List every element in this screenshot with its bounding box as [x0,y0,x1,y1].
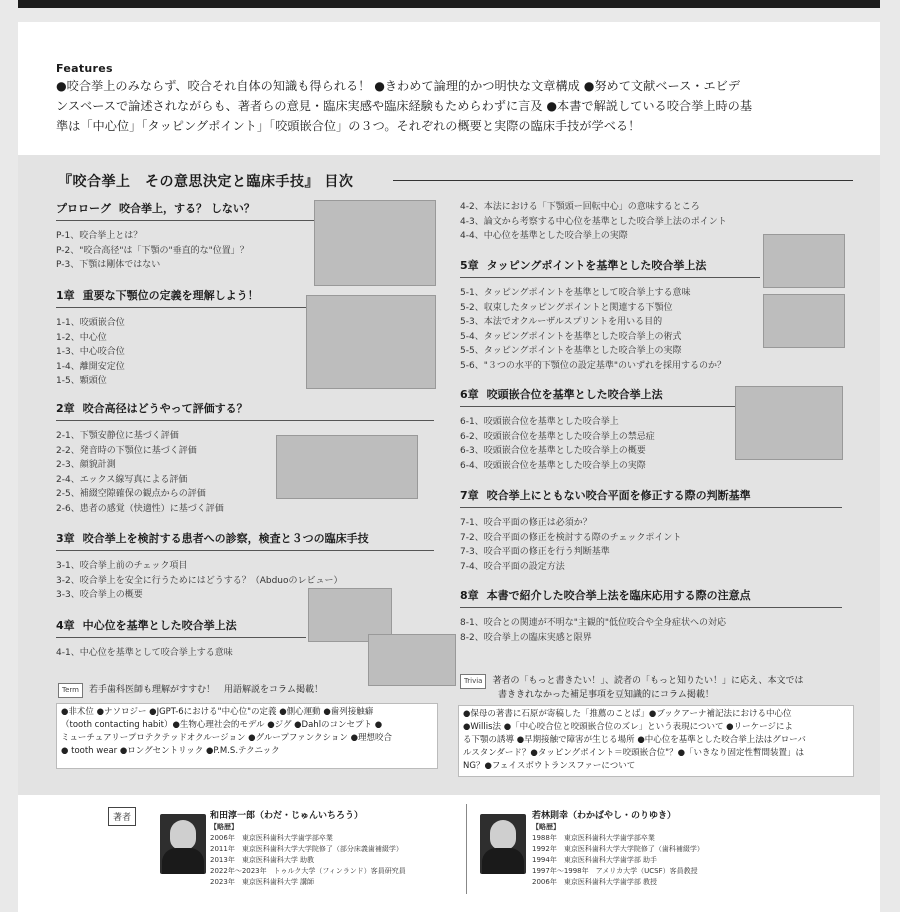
toc-item: 7-2、咬合平面の修正を検討する際のチェックポイント [460,532,682,543]
upper-teeth-photo [763,234,845,288]
toc-item: P-1、咬合挙上とは？ [56,231,143,241]
toc-item: 6-4、咬頭嵌合位を基準とした咬合挙上の実際 [460,460,646,471]
denture-photo [763,294,845,348]
term-heading: Term 若手歯科医師も理解がすすむ！ 用語解説をコラム掲載！ [58,683,438,698]
toc-item: 3-1、咬合挙上前のチェック項目 [56,561,188,571]
toc-item: 4-1、中心位を基準として咬合挙上する意味 [56,648,233,658]
trivia-box [458,705,854,777]
toc-item: 1-2、中心位 [56,332,107,343]
chapter-heading: 3章 咬合挙上を検討する患者への診察，検査と３つの臨床手技 [56,530,434,551]
toc-item: 5-5、タッピングポイントを基準とした咬合挙上の実際 [460,346,682,357]
term-box [56,703,438,769]
toc-item: 2-4、エックス線写真による評価 [56,474,188,485]
toc-item: 8-1、咬合との関連が不明な"主観的"低位咬合や全身症状への対応 [460,618,726,628]
term-badge: Term [58,683,83,698]
presentation-illustration [306,295,436,389]
smile-photo [735,386,843,460]
toc-item: 2-3、顔貌計測 [56,460,116,471]
teeth-photo [368,634,456,686]
authors-label: 著者 [108,807,136,826]
toc-chapter-prologue [56,200,318,273]
top-dark-bar [18,0,880,8]
toc-chapter-1 [56,287,306,389]
toc-title-rule [393,180,853,181]
toc-chapter-5 [460,257,760,374]
toc-item: 8-2、咬合挙上の臨床実感と限界 [460,632,592,643]
toc-item: 1-5、顆頭位 [56,376,107,387]
chapter-heading: 8章 本書で紹介した咬合挙上法を臨床応用する際の注意点 [460,587,842,608]
toc-item: 2-1、下顎安静位に基づく評価 [56,431,179,441]
toc-chapter-8 [460,587,842,645]
toc-item: 6-1、咬頭嵌合位を基準とした咬合挙上 [460,417,619,427]
toc-chapter-7 [460,487,842,574]
trivia-line: NG？●フェイスボウトランスファーについて [463,761,636,771]
term-line: （tooth contacting habit）●生物心理社会的モデル ●ジグ ●Dahlのコンセプト ● [61,720,383,730]
toc-item: 7-1、咬合平面の修正は必須か？ [460,518,592,528]
toc-item: 2-5、補綴空隙確保の観点からの評価 [56,489,206,500]
term-line: ● tooth wear ●ロングセントリック ●P.M.S.テクニック [61,746,280,756]
toc-title: 『咬合挙上 その意思決定と臨床手技』 目次 [58,174,354,190]
toc-item: 1-3、中心咬合位 [56,347,125,358]
toc-item: 5-1、タッピングポイントを基準として咬合挙上する意味 [460,288,691,298]
term-line: ミューチュアリープロテクテッドオクルージョン ●グループファンクション ●理想咬合 [61,733,393,743]
toc-item: 3-3、咬合挙上の概要 [56,590,143,601]
brochure-page [18,22,880,912]
trivia-line: ●保母の著書に石原が寄稿した「推薦のことば」●ブックアーナ補記法における中心位 [463,709,792,719]
toc-item: 5-4、タッピングポイントを基準とした咬合挙上の術式 [460,331,682,342]
term-line: ●非术位 ●ナソロジー ●JGPT-6における"中心位"の定義 ●側心運動 ●歯列接触癖 [61,707,374,717]
features-section [56,62,846,136]
toc-item: 6-3、咬頭嵌合位を基準とした咬合挙上の概要 [460,446,646,457]
trivia-line: る下顎の誘導 ●早期接触で障害が生じる場所 ●中心位を基準とした咬合挙上法はグローバ [463,735,806,745]
toc-item: 6-2、咬頭嵌合位を基準とした咬合挙上の禁忌症 [460,431,655,442]
trivia-heading: Trivia 著者の「もっと書きたい！」、読者の「もっと知りたい！」に応え、本文では 書ききれなかった補足事項を豆知識的にコラム掲載！ [460,674,850,702]
toc-item: 4-3、論文から考察する中心位を基準とした咬合挙上法のポイント [460,216,727,227]
toc-item: P-2、"咬合高径"は「下顎の"垂直的な"位置」？ [56,245,249,256]
author2-photo [480,814,526,874]
features-line: ンスベースで論述されながらも、著者らの意見・臨床実感や臨床経験もためらわずに言及 ●本書で解説している咬合挙上時の基 [56,99,753,113]
author1-bio: 【略歴】 2006年 東京医科歯科大学歯学部卒業 2011年 東京医科歯科大学大学院修了（部分床義歯補綴学） 2013年 東京医科歯科大学 助教 2022年～2023年 トゥルク大学（フィンランド）客員研究員 2023年 東京医科歯科大学 講師 [210,823,406,886]
features-title: Features [56,62,113,75]
chapter-heading: 2章 咬合高径はどうやって評価する？ [56,400,434,421]
author1-photo [160,814,206,874]
chapter-heading: 4章 中心位を基準とした咬合挙上法 [56,617,306,638]
trivia-badge: Trivia [460,674,486,689]
author2-bio: 【略歴】 1988年 東京医科歯科大学歯学部卒業 1992年 東京医科歯科大学大学院修了（歯科補綴学） 1994年 東京医科歯科大学歯学部 助手 1997年～1998年 アメリカ大学（UCSF）客員教授 2006年 東京医科歯科大学歯学部 教授 [532,823,704,886]
features-line: 準は「中心位」「タッピングポイント」「咬頭嵌合位」の３つ。それぞれの概要と実際の臨床手技が学べる！ [56,119,641,133]
toc-item: 5-6、"３つの水平的下顎位の設定基準"のいずれを採用するのか？ [460,360,726,371]
chapter-heading: 1章 重要な下顎位の定義を理解しよう！ [56,287,306,308]
toc-item: 1-4、離開安定位 [56,361,125,372]
chapter-heading: プロローグ 咬合挙上，する？ しない？ [56,200,318,221]
toc-chapter-4 [56,617,306,661]
classroom-illustration [314,200,436,286]
model-photo [276,435,418,499]
toc-chapter-6 [460,386,740,473]
author-divider [466,804,467,894]
toc-item: 1-1、咬頭嵌合位 [56,318,125,328]
features-line: ●咬合挙上のみならず、咬合それ自体の知識も得られる！ ●きわめて論理的かつ明快な文章構成 ●努めて文献ベース・エビデ [56,79,741,93]
chapter-heading: 7章 咬合挙上にともない咬合平面を修正する際の判断基準 [460,487,842,508]
toc-item: 7-3、咬合平面の修正を行う判断基準 [460,547,610,558]
trivia-line: ●Willis法 ●「中心咬合位と咬頭嵌合位のズレ」という表現について ●リーケージによ [463,722,793,732]
chapter-heading: 5章 タッピングポイントを基準とした咬合挙上法 [460,257,760,278]
toc-item: 4-2、本法における「下顎頭ー回転中心」の意味するところ [460,202,700,212]
toc-item: 7-4、咬合平面の設定方法 [460,561,565,572]
toc-item: 4-4、中心位を基準とした咬合挙上の実際 [460,231,628,242]
author1-name: 和田淳一郎（わだ・じゅんいちろう） [210,811,364,821]
chapter-heading: 6章 咬頭嵌合位を基準とした咬合挙上法 [460,386,740,407]
toc-item: 3-2、咬合挙上を安全に行うためにはどうする？（Abduoのレビュー） [56,575,343,586]
trivia-line: ルスタンダード？●タッピングポイント＝咬頭嵌合位"？●「いきなり固定性暫間装置」は [463,748,804,758]
toc-item: 5-2、収束したタッピングポイントと関連する下顎位 [460,302,673,313]
author2-name: 若林則幸（わかばやし・のりゆき） [532,811,677,821]
toc-item: P-3、下顎は剛体ではない [56,260,161,271]
toc-item: 5-3、本法でオクルーザルスプリントを用いる目的 [460,317,663,328]
toc-item: 2-6、患者の感覚（快適性）に基づく評価 [56,503,224,514]
toc-item: 2-2、発音時の下顎位に基づく評価 [56,445,197,456]
